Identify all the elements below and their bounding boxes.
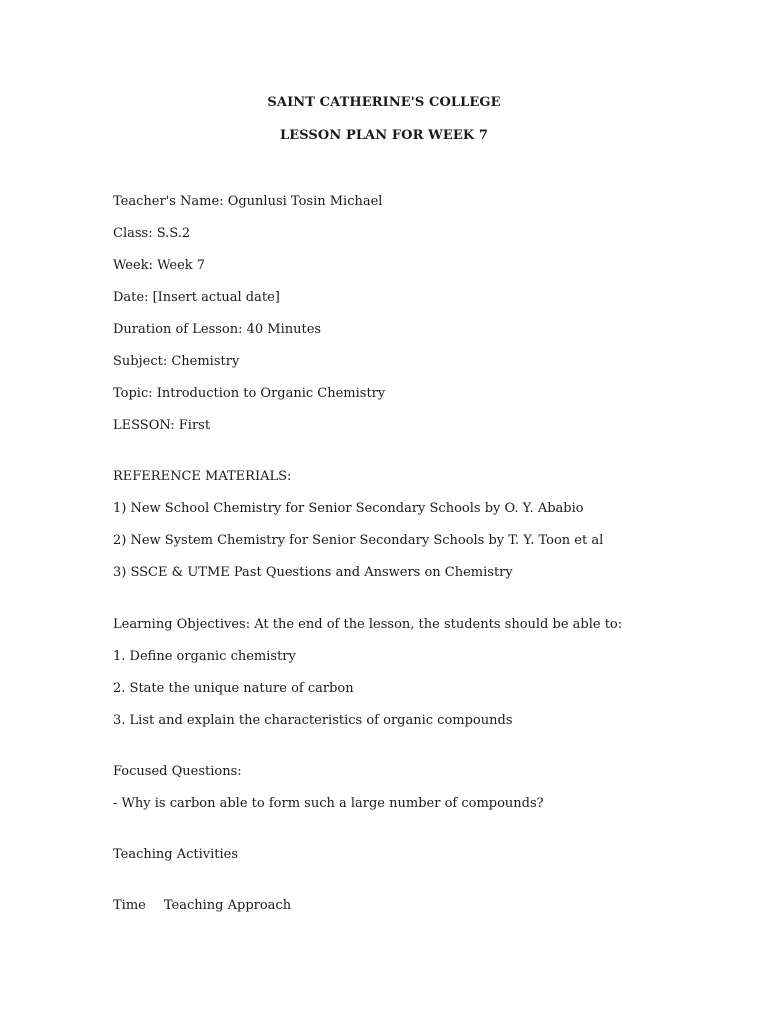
teaching-activities-heading: Teaching Activities [113, 847, 239, 862]
reference-item: 2) New System Chemistry for Senior Secondary Schools by T. Y. Toon et al [113, 533, 604, 548]
subject-line: Subject: Chemistry [113, 354, 240, 369]
objective-item: 1. Define organic chemistry [113, 649, 296, 664]
objective-item: 2. State the unique nature of carbon [113, 681, 354, 696]
focused-question-item: - Why is carbon able to form such a large number of compounds? [113, 796, 544, 811]
teaching-table-header [113, 898, 291, 913]
objectives-heading: Learning Objectives: At the end of the lesson, the students should be able to: [113, 617, 623, 632]
duration-line: Duration of Lesson: 40 Minutes [113, 322, 322, 337]
topic-line: Topic: Introduction to Organic Chemistry [113, 386, 386, 401]
teaching-approach-column-header: Teaching Approach [163, 898, 292, 913]
reference-item: 3) SSCE & UTME Past Questions and Answers on Chemistry [113, 565, 513, 580]
school-name: SAINT CATHERINE'S COLLEGE [267, 95, 501, 110]
week-line: Week: Week 7 [113, 258, 206, 273]
lesson-plan-title: LESSON PLAN FOR WEEK 7 [279, 128, 489, 143]
references-heading: REFERENCE MATERIALS: [113, 469, 292, 484]
focused-questions-heading: Focused Questions: [113, 764, 242, 779]
class-line: Class: S.S.2 [113, 226, 191, 241]
objective-item: 3. List and explain the characteristics of organic compounds [113, 713, 513, 728]
reference-item: 1) New School Chemistry for Senior Secondary Schools by O. Y. Ababio [113, 501, 584, 516]
teacher-name: Teacher's Name: Ogunlusi Tosin Michael [113, 194, 383, 209]
time-column-header: Time [113, 898, 146, 913]
lesson-line: LESSON: First [113, 418, 211, 433]
date-line: Date: [Insert actual date] [113, 290, 280, 305]
